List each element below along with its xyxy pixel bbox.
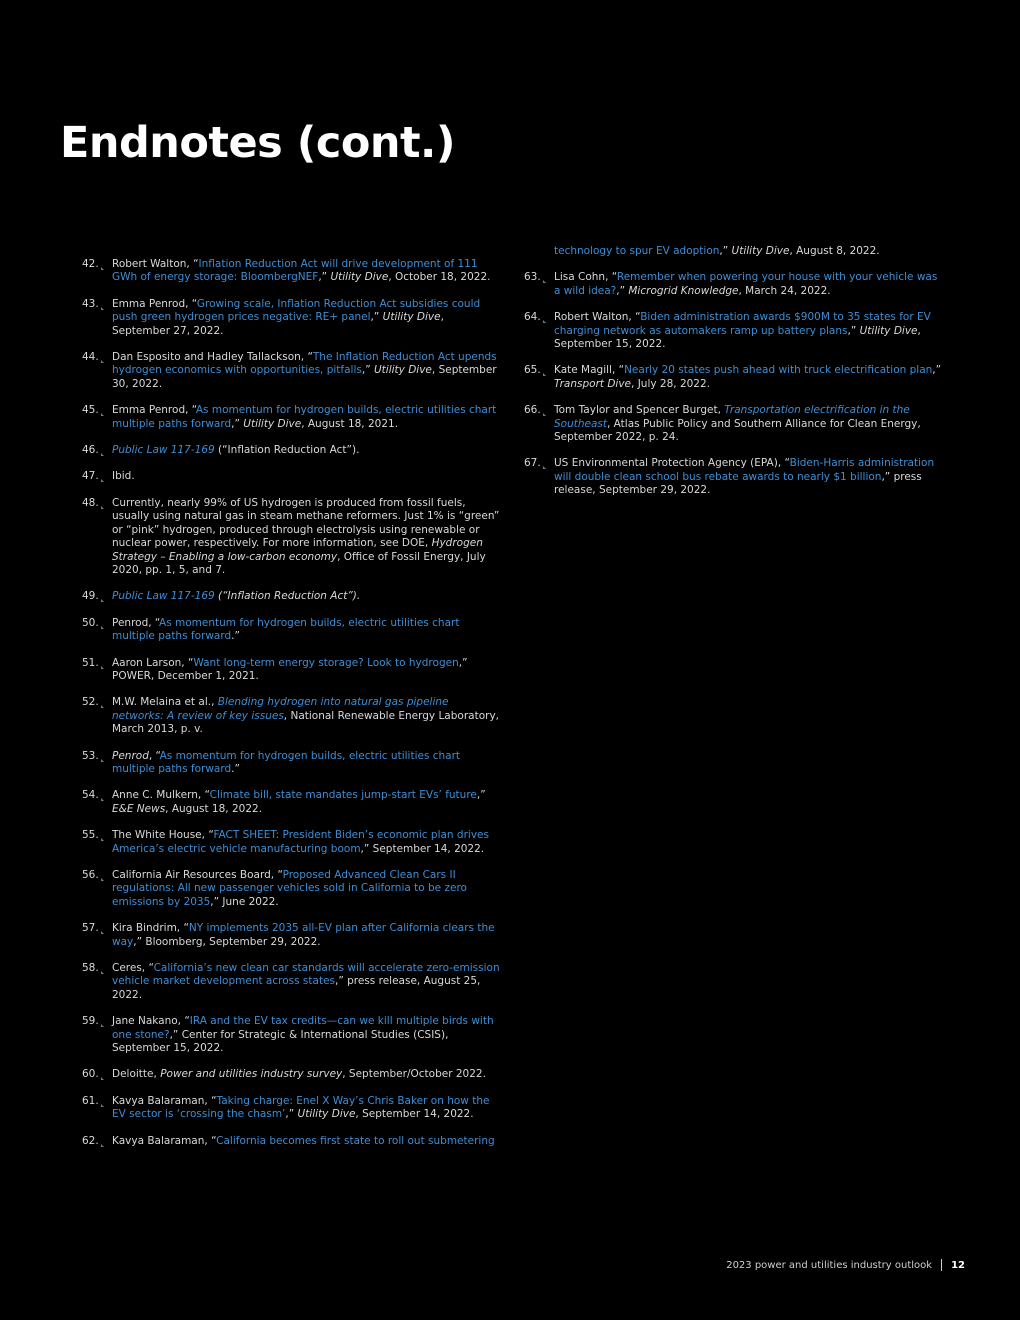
endnote-text: , March 24, 2022. bbox=[738, 284, 831, 297]
endnote-text: Tom Taylor and Spencer Burget, bbox=[554, 404, 725, 417]
endnote-link[interactable]: Biden administration awards $900M to 35 states for EV charging network as automakers ramp up battery plans bbox=[554, 311, 931, 337]
endnote-link[interactable]: As momentum for hydrogen builds, electric utilities chart multiple paths forward bbox=[112, 749, 461, 775]
endnote-number: 60. bbox=[82, 1068, 99, 1081]
endnote-item bbox=[80, 962, 502, 1002]
endnote-text: Emma Penrod, “ bbox=[112, 297, 197, 310]
endnotes-left-column bbox=[80, 245, 502, 1161]
endnote-item bbox=[80, 1095, 502, 1122]
endnote-link[interactable]: As momentum for hydrogen builds, electric utilities chart multiple paths forward bbox=[112, 404, 497, 430]
endnote-text: Jane Nakano, “ bbox=[112, 1015, 190, 1028]
endnote-item bbox=[80, 617, 502, 644]
endnote-link[interactable]: Public Law 117-169 bbox=[112, 444, 215, 457]
endnote-number: 58. bbox=[82, 962, 99, 975]
endnote-italic-text: Utility Dive bbox=[330, 271, 389, 284]
endnote-italic-text: Penrod bbox=[112, 749, 149, 762]
endnote-text: , September/October 2022. bbox=[342, 1068, 486, 1081]
endnote-text: ,” press release, August 25, 2022. bbox=[112, 975, 481, 1001]
page-number: 12 bbox=[951, 1259, 965, 1271]
endnote-text: Ibid. bbox=[112, 470, 135, 483]
endnote-number: 42. bbox=[82, 258, 99, 270]
endnote-italic-text: Utility Dive bbox=[731, 245, 790, 257]
endnote-number: 50. bbox=[82, 616, 99, 629]
endnote-link[interactable]: Climate bill, state mandates jump-start EVs’ future bbox=[209, 789, 477, 802]
endnote-item bbox=[80, 444, 502, 457]
endnote-text: , October 18, 2022. bbox=[388, 271, 491, 284]
endnotes-right-column bbox=[522, 245, 942, 511]
endnote-italic-text: Utility Dive bbox=[243, 417, 302, 430]
endnote-link[interactable]: Blending hydrogen into natural gas pipeline networks: A review of key issues bbox=[112, 696, 449, 722]
page-footer bbox=[726, 1259, 965, 1271]
endnote-text: , “ bbox=[148, 749, 160, 762]
endnote-item bbox=[522, 271, 942, 298]
endnote-link[interactable]: Transportation electrification in the Southeast bbox=[554, 404, 910, 430]
endnote-italic-text: Microgrid Knowledge bbox=[628, 284, 739, 297]
endnote-number: 46. bbox=[82, 444, 99, 457]
endnote-text: Robert Walton, “ bbox=[554, 311, 641, 324]
endnote-text: Ceres, “ bbox=[112, 962, 154, 975]
endnote-text: Deloitte, bbox=[112, 1068, 161, 1081]
endnote-text: Anne C. Mulkern, “ bbox=[112, 789, 210, 802]
endnote-text: ,” Bloomberg, September 29, 2022. bbox=[133, 935, 321, 948]
endnote-link[interactable]: Inflation Reduction Act will drive development of 111 GWh of energy storage: BloombergNEF bbox=[112, 258, 478, 284]
endnote-number: 49. bbox=[82, 590, 99, 603]
endnote-item bbox=[80, 869, 502, 909]
endnote-text: Kate Magill, “ bbox=[554, 364, 625, 377]
endnote-link[interactable]: The Inflation Reduction Act upends hydrogen economics with opportunities, pitfalls bbox=[112, 351, 497, 377]
endnote-italic-text: Utility Dive bbox=[297, 1108, 356, 1121]
endnote-text: ,” bbox=[318, 271, 331, 284]
endnote-link[interactable]: Biden-Harris administration will double clean school bus rebate awards to nearly $1 billion bbox=[554, 457, 935, 483]
endnote-link[interactable]: IRA and the EV tax credits—can we kill multiple birds with one stone? bbox=[112, 1015, 494, 1041]
endnote-number: 55. bbox=[82, 829, 99, 842]
endnote-text: ,” bbox=[361, 364, 374, 377]
endnote-text: ,” bbox=[719, 245, 732, 257]
endnote-link[interactable]: Proposed Advanced Clean Cars II regulations: All new passenger vehicles sold in California to be zero emissions by 2035 bbox=[112, 869, 467, 908]
endnote-text: , September 15, 2022. bbox=[554, 324, 921, 351]
endnote-item bbox=[80, 351, 502, 391]
endnote-item bbox=[522, 457, 942, 497]
endnote-link[interactable]: Taking charge: Enel X Way’s Chris Baker on how the EV sector is ‘crossing the chasm’ bbox=[112, 1094, 490, 1121]
endnote-text: , August 8, 2022. bbox=[789, 245, 880, 257]
endnote-item bbox=[80, 298, 502, 338]
endnote-item bbox=[80, 470, 502, 483]
endnote-text: Lisa Cohn, “ bbox=[554, 271, 617, 284]
endnote-italic-text: Transport Dive bbox=[554, 377, 632, 390]
endnote-text: US Environmental Protection Agency (EPA), “ bbox=[554, 457, 790, 470]
endnote-text: Emma Penrod, “ bbox=[112, 404, 196, 417]
endnote-number: 48. bbox=[82, 496, 99, 509]
endnote-text: ,” Center for Strategic & International Studies (CSIS), September 15, 2022. bbox=[112, 1028, 449, 1055]
endnote-text: Kavya Balaraman, “ bbox=[112, 1134, 217, 1147]
endnote-text: , September 14, 2022. bbox=[355, 1108, 474, 1121]
endnote-number: 47. bbox=[82, 470, 99, 483]
endnote-text: ,” June 2022. bbox=[210, 895, 279, 908]
endnote-number: 64. bbox=[524, 311, 541, 324]
endnote-text: , August 18, 2022. bbox=[165, 802, 263, 815]
endnote-italic-text: Utility Dive bbox=[382, 311, 441, 324]
endnote-text: ,” bbox=[231, 417, 244, 430]
endnote-item bbox=[80, 829, 502, 856]
endnote-item bbox=[80, 1015, 502, 1055]
endnote-text: Dan Esposito and Hadley Tallackson, “ bbox=[112, 351, 313, 364]
endnote-text: , Atlas Public Policy and Southern Alliance for Clean Energy, September 2022, p. 24. bbox=[554, 417, 921, 444]
endnote-number: 52. bbox=[82, 696, 99, 709]
endnote-text: Kavya Balaraman, “ bbox=[112, 1094, 217, 1107]
endnote-link[interactable]: Public Law 117-169 bbox=[112, 590, 215, 603]
footer-report-title: 2023 power and utilities industry outlook bbox=[726, 1259, 933, 1271]
endnote-text: Aaron Larson, “ bbox=[112, 656, 194, 669]
endnote-text: , August 18, 2021. bbox=[301, 417, 399, 430]
endnote-italic-text: Power and utilities industry survey bbox=[160, 1068, 343, 1081]
endnote-link[interactable]: California’s new clean car standards will accelerate zero-emission vehicle market development across states bbox=[112, 962, 500, 988]
endnote-italic-text: E&E News bbox=[112, 802, 166, 815]
endnote-link[interactable]: FACT SHEET: President Biden’s economic plan drives America’s electric vehicle manufacturing boom bbox=[112, 829, 489, 855]
endnote-item bbox=[522, 245, 942, 258]
endnote-text: ,” press release, September 29, 2022. bbox=[554, 470, 922, 497]
endnote-link[interactable]: NY implements 2035 all-EV plan after California clears the way bbox=[112, 922, 495, 948]
endnote-item bbox=[80, 497, 502, 577]
endnote-text: ,” bbox=[847, 324, 860, 337]
endnote-text: ,” September 14, 2022. bbox=[360, 842, 485, 855]
endnote-text: California Air Resources Board, “ bbox=[112, 869, 283, 881]
endnote-item bbox=[80, 789, 502, 816]
endnote-text: ,” bbox=[370, 311, 383, 324]
endnote-text: ,” POWER, December 1, 2021. bbox=[112, 656, 468, 682]
endnote-item bbox=[80, 258, 502, 285]
endnote-number: 63. bbox=[524, 271, 541, 284]
endnote-item bbox=[80, 657, 502, 684]
footer-divider bbox=[941, 1259, 942, 1271]
endnote-item bbox=[522, 364, 942, 391]
endnote-text: .” bbox=[231, 630, 240, 643]
endnote-link[interactable]: Want long-term energy storage? Look to hydrogen bbox=[193, 656, 459, 669]
endnote-number: 43. bbox=[82, 297, 99, 310]
endnote-link[interactable]: Growing scale, Inflation Reduction Act subsidies could push green hydrogen prices negative: RE+ panel bbox=[112, 297, 481, 324]
endnote-number: 57. bbox=[82, 922, 99, 935]
endnote-italic-text: (“Inflation Reduction Act”). bbox=[214, 590, 361, 603]
endnote-number: 53. bbox=[82, 749, 99, 762]
endnote-number: 44. bbox=[82, 351, 99, 364]
endnote-link[interactable]: As momentum for hydrogen builds, electric utilities chart multiple paths forward bbox=[112, 616, 460, 643]
endnote-text: ,” bbox=[616, 284, 629, 297]
endnote-item bbox=[522, 404, 942, 444]
endnote-item bbox=[80, 922, 502, 949]
endnote-link[interactable]: California becomes first state to roll out submetering bbox=[216, 1134, 495, 1147]
endnote-item bbox=[80, 696, 502, 736]
endnote-link[interactable]: technology to spur EV adoption bbox=[554, 245, 720, 257]
endnote-item bbox=[80, 590, 502, 603]
endnote-number: 67. bbox=[524, 457, 541, 470]
endnote-text: ,” bbox=[285, 1108, 298, 1121]
endnote-text: Robert Walton, “ bbox=[112, 258, 199, 270]
endnote-text: Penrod, “ bbox=[112, 616, 160, 629]
endnote-number: 54. bbox=[82, 789, 99, 802]
endnote-number: 62. bbox=[82, 1134, 99, 1147]
endnote-item bbox=[80, 404, 502, 431]
endnote-item bbox=[80, 1068, 502, 1081]
endnote-italic-text: Hydrogen Strategy – Enabling a low-carbon economy bbox=[112, 537, 483, 563]
endnote-link[interactable]: Nearly 20 states push ahead with truck electrification plan bbox=[624, 364, 933, 377]
endnote-text: M.W. Melaina et al., bbox=[112, 696, 218, 709]
endnote-text: ,” bbox=[932, 364, 942, 377]
endnote-number: 51. bbox=[82, 656, 99, 669]
endnote-item bbox=[80, 1135, 502, 1148]
endnote-text: , National Renewable Energy Laboratory, March 2013, p. v. bbox=[112, 709, 499, 736]
page-title: Endnotes (cont.) bbox=[60, 118, 456, 168]
endnote-number: 66. bbox=[524, 404, 541, 417]
endnote-italic-text: Utility Dive bbox=[859, 324, 918, 337]
endnote-item bbox=[80, 750, 502, 777]
endnote-text: (“Inflation Reduction Act”). bbox=[214, 444, 360, 457]
endnote-text: , September 30, 2022. bbox=[112, 364, 497, 390]
endnote-item bbox=[522, 311, 942, 351]
endnote-number: 61. bbox=[82, 1094, 99, 1107]
endnote-text: .” bbox=[231, 762, 240, 775]
endnote-text: , July 28, 2022. bbox=[631, 377, 711, 390]
endnote-text: , September 27, 2022. bbox=[112, 311, 444, 337]
endnote-number: 65. bbox=[524, 364, 541, 377]
endnote-text: Kira Bindrim, “ bbox=[112, 922, 189, 935]
endnote-number: 45. bbox=[82, 404, 99, 417]
endnote-italic-text: Utility Dive bbox=[373, 364, 432, 377]
endnote-number: 56. bbox=[82, 869, 99, 881]
endnote-text: , Office of Fossil Energy, July 2020, pp. 1, 5, and 7. bbox=[112, 550, 486, 576]
endnote-text: ,” bbox=[476, 789, 486, 802]
endnote-text: Currently, nearly 99% of US hydrogen is produced from fossil fuels, usually using natural gas in steam methane reformers. Just 1% is “green” or “pink” hydrogen, produced through electrolysis using renewable or nuclear power, respectively. For more information, see DOE, bbox=[112, 496, 500, 550]
endnote-link[interactable]: Remember when powering your house with your vehicle was a wild idea? bbox=[554, 271, 938, 297]
endnote-text: The White House, “ bbox=[112, 829, 214, 842]
endnote-number: 59. bbox=[82, 1015, 99, 1028]
